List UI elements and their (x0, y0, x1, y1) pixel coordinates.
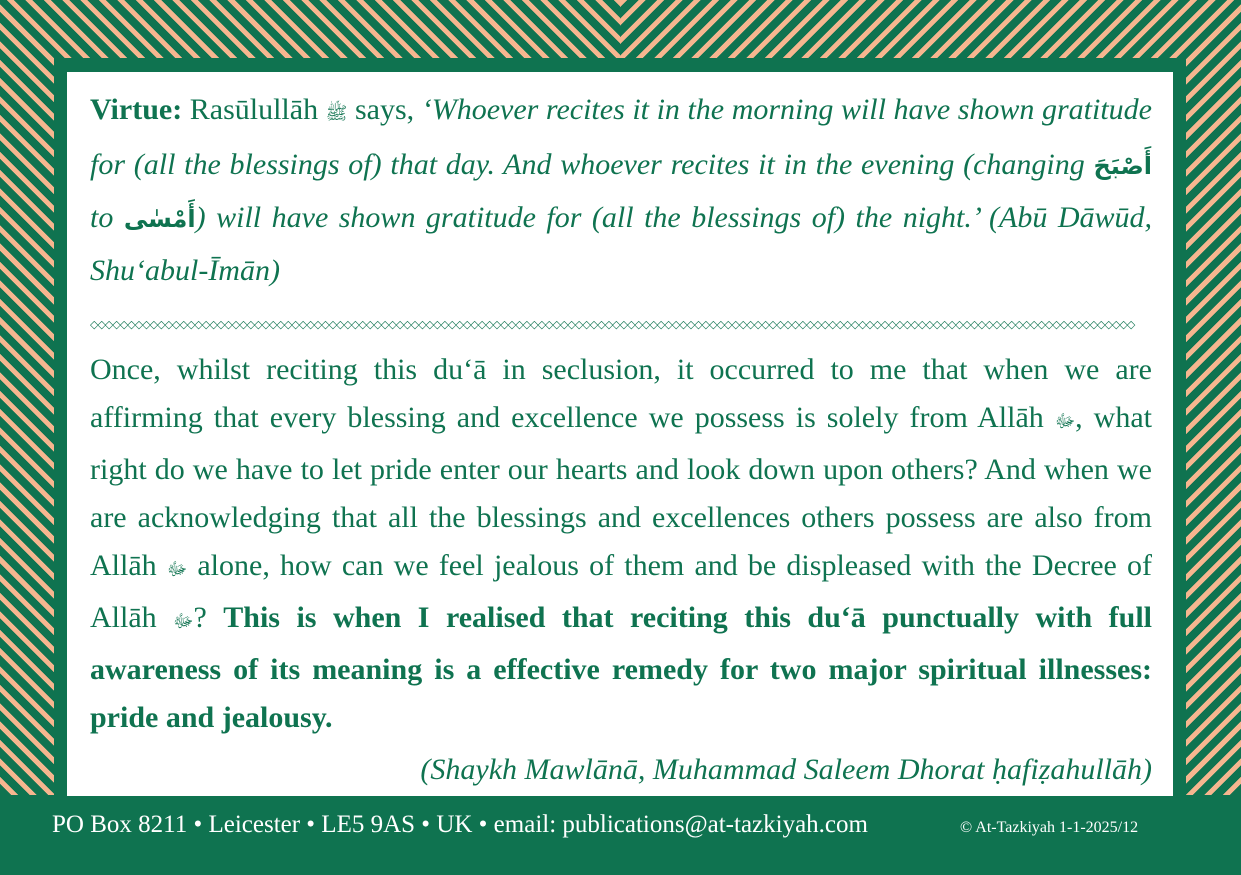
content-area (90, 84, 1152, 794)
allah-symbol-icon: ﷻ (1054, 411, 1076, 432)
virtue-label: Virtue: (90, 93, 183, 126)
allah-symbol-icon: ﷻ (173, 611, 194, 632)
virtue-quote-part2: ) will have shown gratitude for (all the blessings of) the night.’ (Abū Dāwūd, Shu‘abul-Īmān) (90, 201, 1152, 287)
virtue-to-word: to (90, 201, 124, 234)
footer-address: PO Box 8211 • Leicester • LE5 9AS • UK • email: publications@at-tazkiyah.com (52, 811, 868, 838)
allah-symbol-icon: ﷻ (166, 559, 188, 580)
attribution: (Shaykh Mawlānā, Muhammad Saleem Dhorat ḥafiẓahullāh) (420, 753, 1152, 786)
arabic-morning-word: أَصْبَحَ (1093, 152, 1152, 180)
footer-copyright: © At-Tazkiyah 1-1-2025/12 (960, 819, 1139, 836)
virtue-quote-part1: ‘Whoever recites it in the morning will have shown gratitude for (all the blessings of) that day. And whoever recites it in the evening (changing (90, 93, 1152, 181)
virtue-intro: Rasūlullāh (182, 93, 326, 126)
arabic-evening-word: أَمْسٰى (123, 205, 196, 233)
diamond-divider: ◇◇◇◇◇◇◇◇◇◇◇◇◇◇◇◇◇◇◇◇◇◇◇◇◇◇◇◇◇◇◇◇◇◇◇◇◇◇◇◇◇◇◇◇◇◇◇◇◇◇◇◇◇◇◇◇◇◇◇◇◇◇◇◇◇◇◇◇◇◇◇◇◇◇◇◇◇◇◇◇◇◇◇◇◇◇◇◇◇◇◇◇◇◇◇◇◇◇◇◇◇◇◇◇◇◇◇◇◇◇◇◇◇◇◇◇◇◇◇◇◇◇◇◇◇◇◇◇◇◇◇◇◇◇◇◇◇◇◇◇ (90, 318, 1135, 331)
reflection-part2: , what right do we have to let pride enter our hearts and look down upon others? And when we are acknowledging that all the blessings and excellences others possess are also from Allāh (90, 401, 1152, 582)
footer-bar (0, 797, 1241, 875)
virtue-paragraph (90, 84, 1152, 296)
virtue-says: says, (347, 93, 422, 126)
reflection-paragraph (90, 346, 1152, 742)
reflection-part4: ? (193, 601, 224, 634)
reflection-part1: Once, whilst reciting this du‘ā in seclusion, it occurred to me that when we are affirming that every blessing and excellence we possess is solely from Allāh (90, 353, 1152, 434)
reflection-bold-conclusion: This is when I realised that reciting this du‘ā punctually with full awareness of its meaning is a effective remedy for two major spiritual illnesses: pride and jealousy. (90, 601, 1152, 734)
reflection-part3: alone, how can we feel jealous of them and be displeased with the Decree of Allāh (90, 549, 1153, 634)
salutation-icon: ﷺ (325, 103, 348, 124)
